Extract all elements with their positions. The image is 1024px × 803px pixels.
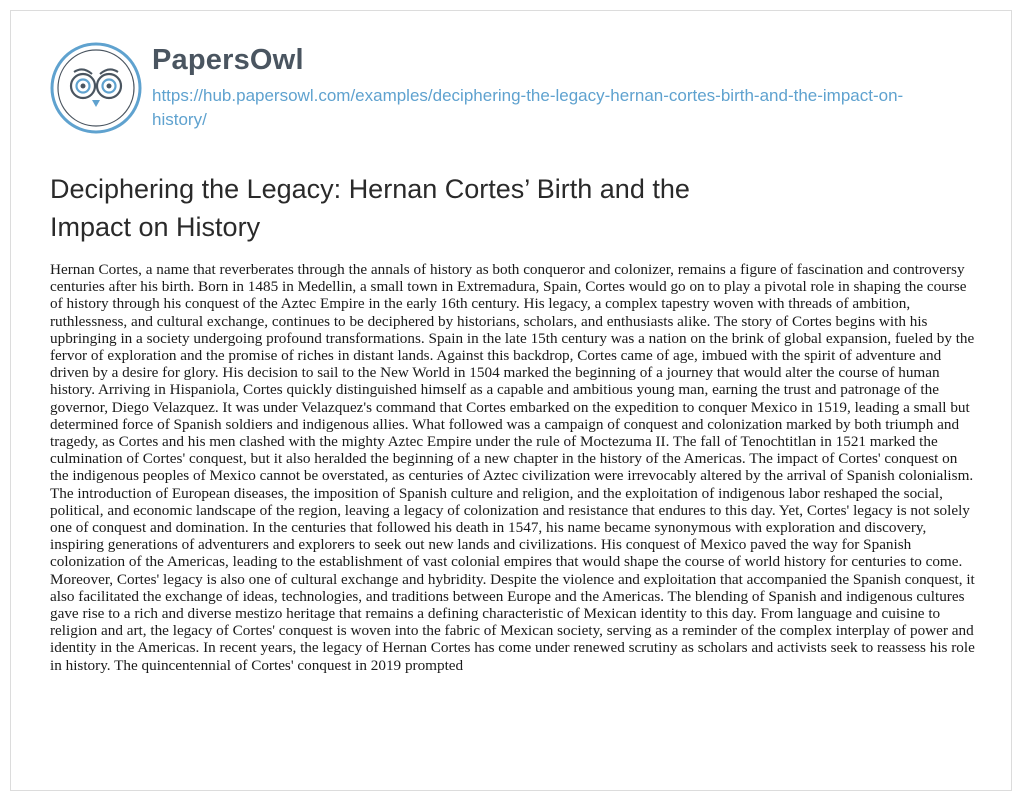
brand-block — [152, 42, 912, 132]
owl-logo-icon — [50, 42, 142, 134]
article-body: Hernan Cortes, a name that reverberates through the annals of history as both conqueror and colonizer, remains a figure of fascination and controversy centuries after his birth. Born in 1485 in Medellin, a small town in Extremadura, Spain, Cortes would go on to play a pivotal role in shaping the course of history through his conquest of the Aztec Empire in the early 16th century. His legacy, a complex tapestry woven with threads of ambition, ruthlessness, and cultural exchange, continues to be deciphered by historians, scholars, and enthusiasts alike. The story of Cortes begins with his upbringing in a society undergoing profound transformations. Spain in the late 15th century was a nation on the brink of global expansion, fueled by the fervor of exploration and the promise of riches in distant lands. Against this backdrop, Cortes came of age, imbued with the spirit of adventure and driven by a desire for glory. His decision to sail to the New World in 1504 marked the beginning of a journey that would alter the course of human history. Arriving in Hispaniola, Cortes quickly distinguished himself as a capable and ambitious young man, earning the trust and patronage of the governor, Diego Velazquez. It was under Velazquez's command that Cortes embarked on the expedition to conquer Mexico in 1519, leading a small but determined force of Spanish soldiers and indigenous allies. What followed was a campaign of conquest and colonization marked by both triumph and tragedy, as Cortes and his men clashed with the mighty Aztec Empire under the rule of Moctezuma II. The fall of Tenochtitlan in 1521 marked the culmination of Cortes' conquest, but it also heralded the beginning of a new chapter in the history of the Americas. The impact of Cortes' conquest on the indigenous peoples of Mexico cannot be overstated, as centuries of Aztec civilization were irrevocably altered by the arrival of Spanish colonialism. The introduction of European diseases, the imposition of Spanish culture and religion, and the exploitation of indigenous labor reshaped the social, political, and economic landscape of the region, leaving a legacy of colonization and resistance that endures to this day. Yet, Cortes' legacy is not solely one of conquest and domination. In the centuries that followed his death in 1547, his name became synonymous with exploration and discovery, inspiring generations of adventurers and explorers to seek out new lands and civilizations. His conquest of Mexico paved the way for Spanish colonization of the Americas, leading to the establishment of vast colonial empires that would shape the course of world history for centuries to come. Moreover, Cortes' legacy is also one of cultural exchange and hybridity. Despite the violence and exploitation that accompanied the Spanish conquest, it also facilitated the exchange of ideas, technologies, and traditions between Europe and the Americas. The blending of Spanish and indigenous cultures gave rise to a rich and diverse mestizo heritage that remains a defining characteristic of Mexican identity to this day. From language and cuisine to religion and art, the legacy of Cortes' conquest is woven into the fabric of Mexican society, serving as a reminder of the complex interplay of power and identity in the Americas. In recent years, the legacy of Hernan Cortes has come under renewed scrutiny as scholars and activists seek to reassess his role in history. The quincentennial of Cortes' conquest in 2019 prompted — [50, 261, 975, 674]
header — [50, 38, 912, 134]
owl-logo-graphic — [50, 42, 142, 134]
article-title: Deciphering the Legacy: Hernan Cortes’ Birth and the Impact on History — [50, 174, 690, 242]
brand-name: PapersOwl — [152, 44, 304, 76]
source-url-link[interactable]: https://hub.papersowl.com/examples/deciphering-the-legacy-hernan-cortes-birth-and-the-impact-on-history/ — [152, 86, 904, 129]
